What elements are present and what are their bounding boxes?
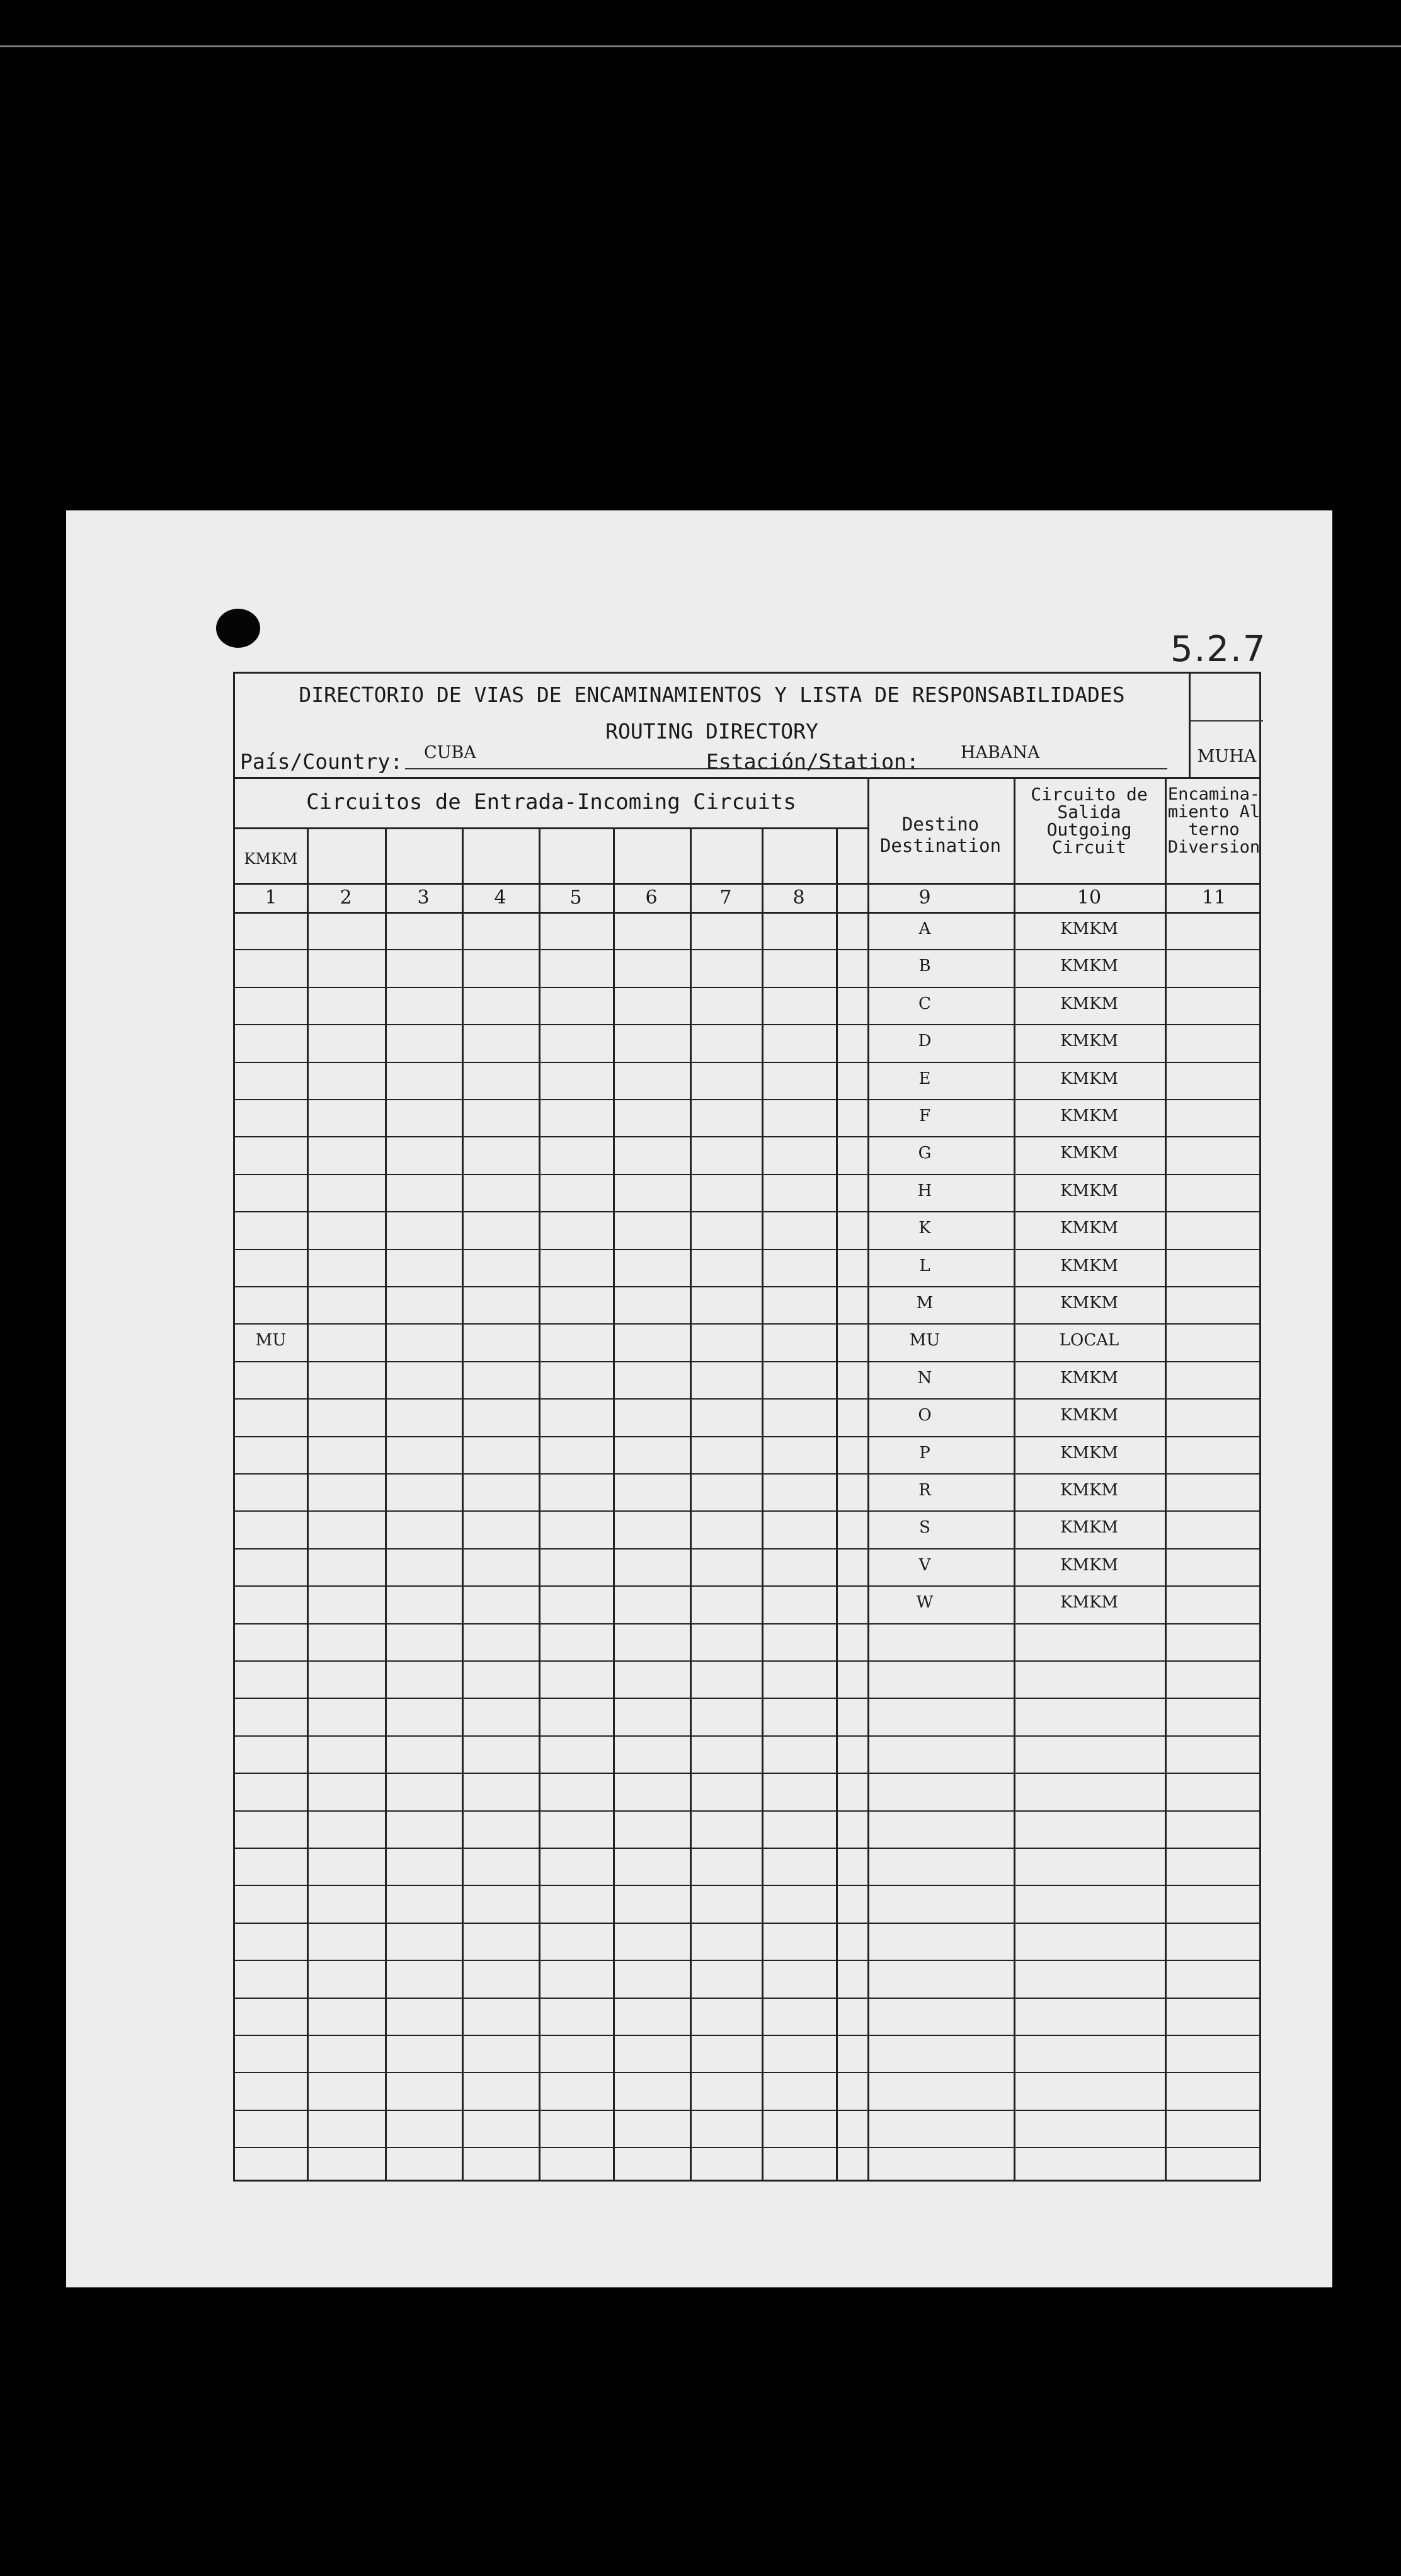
grid-row-line xyxy=(235,2110,1259,2111)
outgoing-circuit-cell: KMKM xyxy=(1060,1518,1119,1537)
grid-row-line xyxy=(235,1062,1259,1063)
destination-cell: H xyxy=(917,1182,932,1200)
incoming-circuit-cell: MU xyxy=(255,1331,287,1350)
grid-row-line xyxy=(235,1585,1259,1587)
grid-row-line xyxy=(235,1136,1259,1137)
column-number: 7 xyxy=(719,887,732,909)
destination-cell: M xyxy=(916,1294,934,1313)
grid-row-line xyxy=(235,2072,1259,2073)
grid-row-line xyxy=(235,1548,1259,1550)
destination-header: Destino Destination xyxy=(879,814,1002,856)
grid-column-line xyxy=(307,827,309,2182)
grid-row-line xyxy=(235,1885,1259,1886)
column-number: 4 xyxy=(494,887,506,909)
destination-cell: C xyxy=(918,994,931,1013)
station-value: HABANA xyxy=(961,743,1040,762)
column-number: 5 xyxy=(569,887,582,909)
top-edge-line xyxy=(0,45,1401,47)
grid-column-line xyxy=(462,827,464,2182)
column-number: 2 xyxy=(340,887,352,909)
grid-row-line xyxy=(235,949,1259,950)
outgoing-circuit-cell: KMKM xyxy=(1060,1256,1119,1275)
outgoing-circuit-cell: KMKM xyxy=(1060,1406,1119,1425)
destination-cell: S xyxy=(919,1518,930,1537)
station-label: Estación/Station: xyxy=(706,749,919,774)
station-code: MUHA xyxy=(1197,747,1257,766)
destination-cell: F xyxy=(918,1107,931,1125)
grid-row-line xyxy=(235,1698,1259,1699)
destination-cell: G xyxy=(918,1144,932,1163)
grid-row-line xyxy=(235,1998,1259,1999)
form-title-es: DIRECTORIO DE VIAS DE ENCAMINAMIENTOS Y LISTA DE RESPONSABILIDADES xyxy=(299,682,1125,707)
country-label: País/Country: xyxy=(240,749,403,774)
outgoing-circuit-cell: KMKM xyxy=(1060,1556,1119,1575)
punch-hole xyxy=(216,609,260,648)
column-number: 9 xyxy=(918,887,931,909)
outgoing-circuit-cell: KMKM xyxy=(1060,1069,1119,1088)
outgoing-circuit-cell: KMKM xyxy=(1060,1219,1119,1238)
outgoing-circuit-cell: LOCAL xyxy=(1059,1331,1119,1350)
grid-row-line xyxy=(235,1436,1259,1437)
destination-cell: O xyxy=(918,1406,932,1425)
destination-cell: A xyxy=(918,919,931,938)
destination-cell: N xyxy=(917,1369,932,1388)
grid-row-line xyxy=(235,1174,1259,1175)
incoming-group-divider xyxy=(235,827,867,829)
destination-cell: L xyxy=(919,1256,930,1275)
alternate-routing-header: Encamina- miento Al terno Diversion xyxy=(1167,785,1261,857)
grid-column-line xyxy=(613,827,615,2182)
destination-cell: K xyxy=(918,1219,931,1238)
column-number: 1 xyxy=(265,887,277,909)
form-title-en: ROUTING DIRECTORY xyxy=(605,719,818,744)
outgoing-circuit-cell: KMKM xyxy=(1060,1294,1119,1313)
incoming-col1-label: KMKM xyxy=(244,850,298,868)
destination-cell: W xyxy=(916,1593,934,1612)
grid-row-line xyxy=(235,1510,1259,1512)
grid-row-line xyxy=(235,1099,1259,1100)
destination-cell: R xyxy=(918,1481,931,1500)
column-number-divider xyxy=(235,912,1259,914)
grid-row-line xyxy=(235,1660,1259,1662)
grid-row-line xyxy=(235,1211,1259,1212)
destination-cell: D xyxy=(918,1032,932,1050)
outgoing-circuit-cell: KMKM xyxy=(1060,1182,1119,1200)
grid-row-line xyxy=(235,1398,1259,1400)
station-code-box xyxy=(1189,674,1263,777)
outgoing-circuit-cell: KMKM xyxy=(1060,1444,1119,1463)
grid-column-line xyxy=(539,827,540,2182)
column-number: 6 xyxy=(645,887,658,909)
incoming-circuits-header: Circuitos de Entrada-Incoming Circuits xyxy=(306,790,796,815)
outgoing-circuit-header: Circuito de Salida Outgoing Circuit xyxy=(1031,784,1148,858)
grid-column-line xyxy=(836,827,838,2182)
destination-cell: E xyxy=(918,1069,931,1088)
grid-row-line xyxy=(235,1735,1259,1737)
grid-row-line xyxy=(235,1923,1259,1924)
grid-column-line xyxy=(690,827,692,2182)
outgoing-circuit-cell: KMKM xyxy=(1060,1032,1119,1050)
outgoing-circuit-cell: KMKM xyxy=(1060,1593,1119,1612)
grid-row-line xyxy=(235,1323,1259,1325)
page-number: 5.2.7 xyxy=(1170,629,1267,670)
grid-row-line xyxy=(235,1960,1259,1961)
station-underline xyxy=(928,768,1167,769)
outgoing-circuit-cell: KMKM xyxy=(1060,994,1119,1013)
column-number: 11 xyxy=(1201,887,1227,909)
grid-row-line xyxy=(235,1810,1259,1812)
destination-cell: MU xyxy=(909,1331,941,1350)
grid-row-line xyxy=(235,1361,1259,1362)
outgoing-circuit-cell: KMKM xyxy=(1060,957,1119,975)
outgoing-circuit-cell: KMKM xyxy=(1060,919,1119,938)
grid-row-line xyxy=(235,1473,1259,1475)
destination-cell: P xyxy=(919,1444,930,1463)
grid-row-line xyxy=(235,2035,1259,2036)
routing-directory-form xyxy=(233,672,1261,2182)
grid-column-line xyxy=(385,827,387,2182)
grid-row-line xyxy=(235,1286,1259,1287)
grid-row-line xyxy=(235,1024,1259,1025)
grid-row-line xyxy=(235,987,1259,988)
grid-row-line xyxy=(235,1773,1259,1774)
grid-row-line xyxy=(235,1848,1259,1849)
destination-cell: V xyxy=(918,1556,931,1575)
destination-cell: B xyxy=(918,957,931,975)
column-header-divider xyxy=(235,883,1259,885)
outgoing-circuit-cell: KMKM xyxy=(1060,1369,1119,1388)
grid-row-line xyxy=(235,1623,1259,1624)
header-divider xyxy=(235,777,1259,779)
column-number: 3 xyxy=(417,887,430,909)
grid-row-line xyxy=(235,2147,1259,2148)
country-value: CUBA xyxy=(424,743,476,762)
column-number: 8 xyxy=(792,887,805,909)
outgoing-circuit-cell: KMKM xyxy=(1060,1144,1119,1163)
grid-row-line xyxy=(235,1249,1259,1250)
outgoing-circuit-cell: KMKM xyxy=(1060,1107,1119,1125)
grid-column-line xyxy=(762,827,763,2182)
outgoing-circuit-cell: KMKM xyxy=(1060,1481,1119,1500)
column-number: 10 xyxy=(1077,887,1102,909)
